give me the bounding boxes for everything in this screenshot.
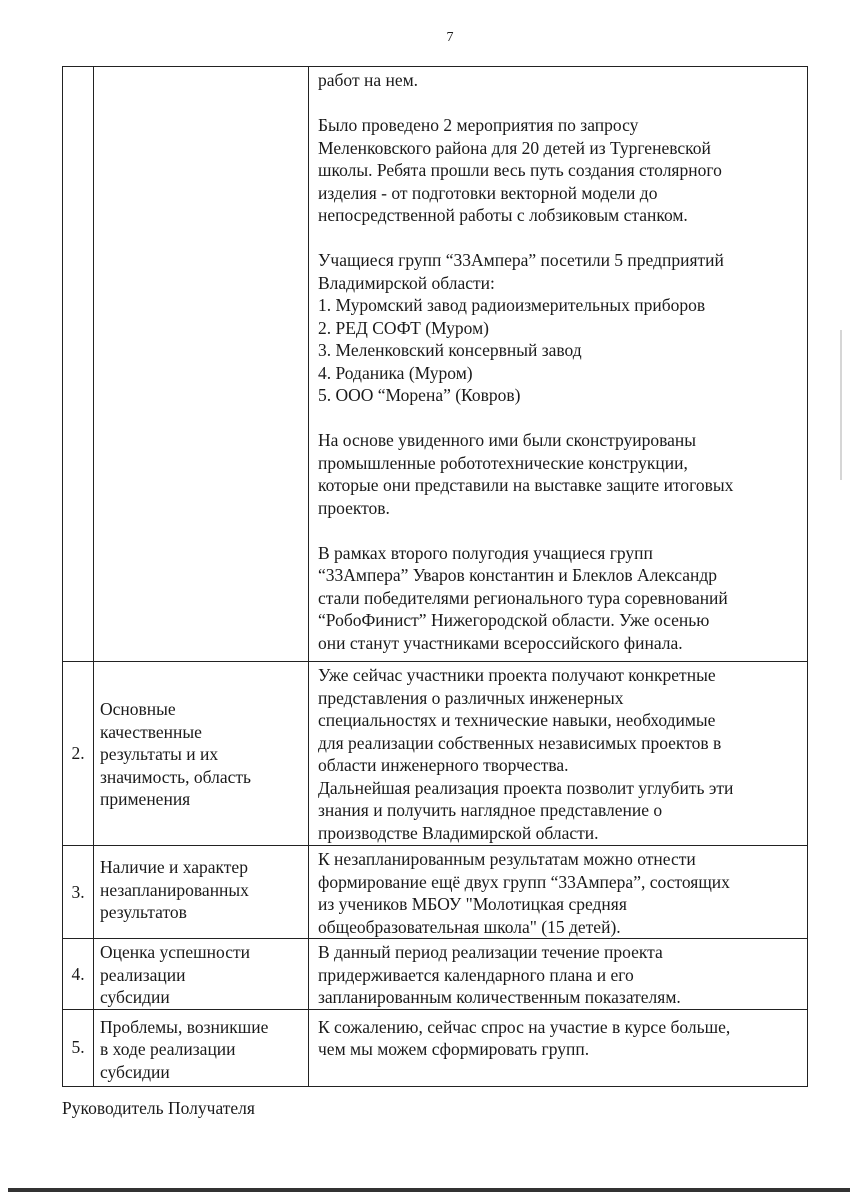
label-line: Основные: [100, 699, 176, 720]
text-line: Уже сейчас участники проекта получают конкретные: [318, 665, 716, 685]
label-line: Оценка успешности: [100, 942, 250, 962]
text-line: общеобразовательная школа" (15 детей).: [318, 916, 621, 937]
text-line: изделия - от подготовки векторной модели до: [318, 182, 658, 203]
label-line: результаты и их: [100, 744, 219, 765]
list-item: 4. Роданика (Муром): [318, 362, 473, 383]
row-text-cell: [309, 67, 808, 662]
row-label-cell: [94, 67, 309, 662]
text-line: Владимирской области:: [318, 272, 495, 293]
row-number-cell: 5.: [63, 1009, 94, 1086]
text-line: работ на нем.: [318, 70, 419, 90]
row-text-cell: [309, 662, 808, 846]
signature-label: Руководитель Получателя: [62, 1098, 255, 1118]
text-line: К сожалению, сейчас спрос на участие в курсе больше,: [318, 1016, 731, 1037]
row-number-cell: [63, 67, 94, 662]
row-label-cell: [94, 1009, 309, 1086]
row-text-cell: [309, 939, 808, 1010]
paragraph: [318, 114, 803, 227]
label-line: реализации: [100, 964, 186, 985]
text-line: специальностях и технические навыки, необходимые: [318, 710, 716, 730]
scan-edge-line: [8, 1188, 850, 1192]
table-row: [63, 662, 808, 846]
paragraph: [318, 429, 803, 519]
text-line: для реализации собственных независимых проектов в: [318, 732, 722, 753]
text-line: На основе увиденного ими были сконструированы: [318, 430, 697, 450]
paragraph: [318, 542, 803, 655]
text-line: Дальнейшая реализация проекта позволит углубить эти: [318, 777, 734, 798]
text-line: они станут участниками всероссийского финала.: [318, 632, 683, 653]
list-item: 3. Меленковский консервный завод: [318, 340, 582, 360]
text-line: запланированным количественным показателям.: [318, 987, 681, 1007]
row-number-cell: 3.: [63, 846, 94, 939]
text-line: В данный период реализации течение проекта: [318, 942, 663, 962]
label-line: субсидии: [100, 987, 170, 1007]
label-line: в ходе реализации: [100, 1039, 236, 1059]
row-number-cell: 2.: [63, 662, 94, 846]
scan-artifact: [840, 330, 842, 480]
text-line: “33Ампера” Уваров константин и Блеклов Александр: [318, 565, 718, 585]
list-item: 5. ООО “Морена” (Ковров): [318, 385, 521, 405]
table-row: [63, 1009, 808, 1086]
text-line: которые они представили на выставке защите итоговых: [318, 475, 734, 495]
label-line: значимость, область: [100, 766, 252, 787]
text-line: чем мы можем сформировать групп.: [318, 1039, 590, 1059]
row-label-cell: [94, 939, 309, 1010]
row-number-cell: 4.: [63, 939, 94, 1010]
paragraph: [318, 249, 803, 407]
text-line: из учеников МБОУ "Молотицкая средняя: [318, 894, 627, 914]
list-item: 1. Муромский завод радиоизмерительных приборов: [318, 295, 706, 315]
label-line: качественные: [100, 721, 202, 742]
label-line: субсидии: [100, 1061, 170, 1082]
table-row: [63, 939, 808, 1010]
row-label-cell: [94, 662, 309, 846]
text-line: Учащиеся групп “33Ампера” посетили 5 предприятий: [318, 250, 724, 270]
table-row: [63, 846, 808, 939]
text-line: производстве Владимирской области.: [318, 822, 599, 843]
text-line: школы. Ребята прошли весь путь создания столярного: [318, 160, 722, 180]
report-table: [62, 66, 808, 1087]
list-item: 2. РЕД СОФТ (Муром): [318, 317, 489, 338]
label-line: применения: [100, 789, 191, 810]
label-line: результатов: [100, 902, 187, 922]
row-text-cell: [309, 1009, 808, 1086]
paragraph: [318, 69, 803, 92]
text-line: промышленные робототехнические конструкции,: [318, 452, 688, 473]
text-line: придерживается календарного плана и его: [318, 964, 634, 985]
label-line: Проблемы, возникшие: [100, 1016, 269, 1037]
text-line: проектов.: [318, 497, 390, 518]
row-label-cell: [94, 846, 309, 939]
text-line: “РобоФинист” Нижегородской области. Уже осенью: [318, 610, 710, 630]
text-line: знания и получить наглядное представление о: [318, 800, 663, 820]
text-line: формирование ещё двух групп “33Ампера”, состоящих: [318, 871, 730, 892]
text-line: В рамках второго полугодия учащиеся групп: [318, 542, 653, 563]
text-line: представления о различных инженерных: [318, 687, 624, 708]
text-line: непосредственной работы с лобзиковым станком.: [318, 205, 688, 225]
label-line: Наличие и характер: [100, 857, 248, 877]
text-line: стали победителями регионального тура соревнований: [318, 587, 728, 608]
table-row: [63, 67, 808, 662]
text-line: области инженерного творчества.: [318, 755, 569, 775]
text-line: Было проведено 2 мероприятия по запросу: [318, 115, 639, 135]
text-line: Меленковского района для 20 детей из Тургеневской: [318, 137, 711, 158]
page-number: 7: [446, 30, 454, 45]
text-line: К незапланированным результатам можно отнести: [318, 849, 696, 869]
label-line: незапланированных: [100, 879, 249, 900]
row-text-cell: [309, 846, 808, 939]
